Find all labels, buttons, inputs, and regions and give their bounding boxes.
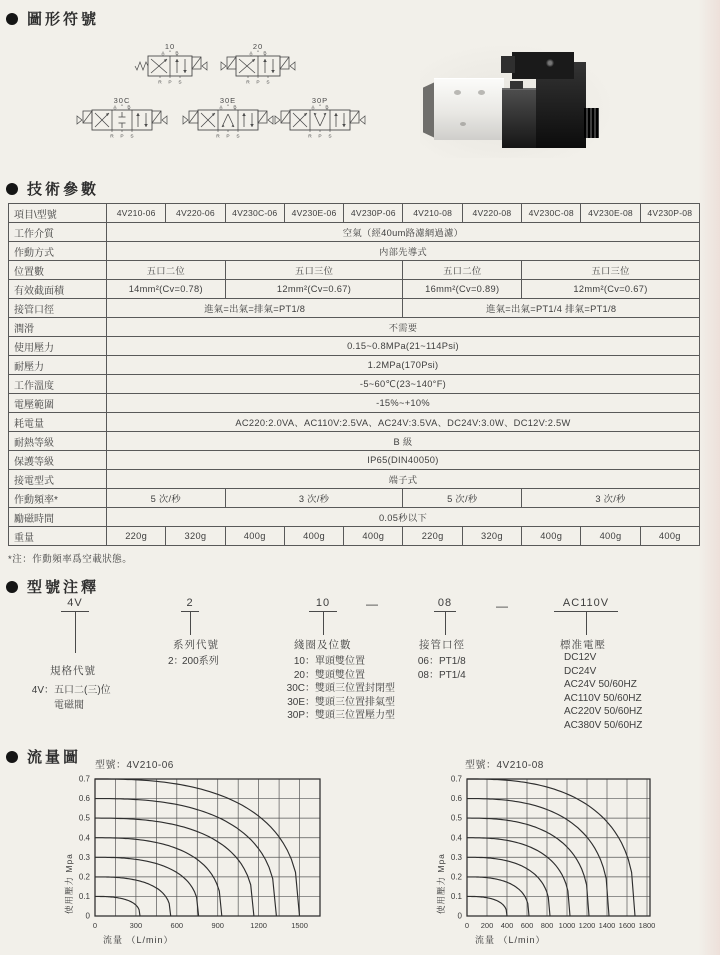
svg-text:30E: 30E: [219, 96, 237, 105]
spec-row-label: 作動頻率*: [9, 489, 107, 508]
spec-value-cell: 5 次/秒: [403, 489, 522, 508]
spec-row-label: 重量: [9, 527, 107, 546]
svg-text:0.2: 0.2: [78, 872, 90, 882]
spec-row-label: 有效截面積: [9, 280, 107, 299]
model-code-segment: 08: [437, 597, 453, 609]
connector-nub: [501, 56, 515, 73]
spec-header-row: [9, 204, 700, 223]
spec-row-label: 耗電量: [9, 413, 107, 432]
spec-model-header: 4V230P-08: [640, 204, 699, 223]
svg-text:R: R: [216, 134, 220, 140]
svg-text:0: 0: [464, 921, 470, 930]
svg-text:1600: 1600: [618, 921, 636, 930]
option-text: 電磁閥: [54, 699, 84, 711]
model-code-option: AC110V 50/60HZ: [564, 692, 642, 704]
spec-row-label: 勵磁時間: [9, 508, 107, 527]
option-text: 單頭雙位置: [315, 656, 365, 667]
model-code-connector: [190, 611, 191, 635]
spec-value-cell: 3 次/秒: [522, 489, 700, 508]
svg-text:S: S: [266, 80, 270, 86]
spec-table: [8, 203, 700, 546]
spec-value-cell: 五口三位: [225, 261, 403, 280]
spec-model-header: 4V210-08: [403, 204, 462, 223]
svg-text:A: A: [249, 51, 253, 57]
option-text: 雙頭三位置封閉型: [315, 683, 395, 694]
cable-connector-ridges: [584, 108, 599, 138]
spec-model-header: 4V210-06: [107, 204, 166, 223]
svg-text:R: R: [246, 80, 250, 86]
svg-text:0.4: 0.4: [78, 833, 90, 843]
valve-port-dot: [460, 122, 466, 126]
valve-symbol-20: [206, 40, 310, 92]
spec-row-label: 作動方式: [9, 242, 107, 261]
svg-text:流量 （L/min）: 流量 （L/min）: [103, 935, 174, 945]
model-code-option: [28, 696, 84, 711]
spec-value-cell: 内部先導式: [107, 242, 700, 261]
section-bullet-icon: [6, 581, 18, 593]
spec-value-cell: B 級: [107, 432, 700, 451]
spec-value-cell: 0.15~0.8MPa(21~114Psi): [107, 337, 700, 356]
svg-text:B: B: [127, 105, 131, 111]
svg-text:P: P: [256, 80, 260, 86]
spec-model-header: 4V230P-06: [344, 204, 403, 223]
svg-text:P: P: [120, 134, 124, 140]
spec-value-cell: 五口三位: [522, 261, 700, 280]
model-code-group-title: 接管口徑: [419, 639, 465, 651]
option-code: 30P：: [287, 710, 315, 721]
svg-text:0.4: 0.4: [450, 833, 462, 843]
spec-row-label: 使用壓力: [9, 337, 107, 356]
section-heading-specs: [6, 178, 99, 199]
model-code-segment: 2: [186, 597, 194, 609]
spec-model-header: 4V230C-06: [225, 204, 284, 223]
section-title-model: 型號注釋: [27, 579, 100, 596]
svg-text:0.6: 0.6: [78, 794, 90, 804]
model-code-connector: [445, 611, 446, 635]
section-title-symbols: 圖形符號: [27, 11, 100, 28]
model-code-dash: —: [366, 597, 378, 611]
spec-row-label: 位置數: [9, 261, 107, 280]
svg-text:P: P: [226, 134, 230, 140]
option-text: 雙頭三位置壓力型: [315, 710, 395, 721]
flow-chart: [412, 756, 670, 955]
svg-text:1500: 1500: [291, 921, 308, 930]
option-text: PT1/8: [439, 656, 466, 667]
model-code-option: AC220V 50/60HZ: [564, 706, 643, 717]
spec-row: [9, 470, 700, 489]
svg-text:B: B: [175, 51, 179, 57]
valve-body: [434, 78, 504, 140]
model-code-group-title: 標准電壓: [560, 639, 606, 651]
svg-text:600: 600: [520, 921, 534, 930]
model-code-segment: 4V: [67, 597, 83, 609]
spec-row: [9, 356, 700, 375]
option-code: 30C：: [286, 683, 315, 694]
spec-value-cell: -15%~+10%: [107, 394, 700, 413]
valve-symbol-30C: [70, 94, 174, 146]
solenoid-top-nub: [510, 81, 523, 89]
spec-row-label: 耐壓力: [9, 356, 107, 375]
connector-screw: [546, 59, 554, 67]
svg-text:B: B: [233, 105, 237, 111]
section-heading-symbols: [6, 8, 99, 29]
flow-chart: [40, 756, 340, 955]
svg-text:200: 200: [480, 921, 494, 930]
svg-text:P: P: [318, 134, 322, 140]
spec-value-cell: AC220:2.0VA、AC110V:2.5VA、AC24V:3.5VA、DC24V:3.0W、DC12V:2.5W: [107, 413, 700, 432]
spec-row: [9, 451, 700, 470]
model-code-group-title: 綫圈及位數: [294, 639, 352, 651]
svg-text:S: S: [328, 134, 332, 140]
spec-value-cell: 12mm²(Cv=0.67): [225, 280, 403, 299]
svg-text:A: A: [161, 51, 165, 57]
svg-text:0.7: 0.7: [78, 774, 90, 784]
spec-row-label: 接電型式: [9, 470, 107, 489]
chart-plot: [412, 773, 670, 955]
svg-text:900: 900: [211, 921, 224, 930]
spec-value-cell: 320g: [166, 527, 225, 546]
spec-model-header: 4V220-06: [166, 204, 225, 223]
model-code-group-title: 系列代號: [173, 639, 219, 651]
option-text: 200系列: [182, 656, 219, 667]
option-code: 4V：: [31, 685, 54, 696]
spec-value-cell: 12mm²(Cv=0.67): [522, 280, 700, 299]
svg-text:A: A: [113, 105, 117, 111]
spec-row-label: 工作溫度: [9, 375, 107, 394]
svg-text:0.3: 0.3: [78, 852, 90, 862]
svg-text:1200: 1200: [578, 921, 596, 930]
spec-value-cell: 空氣（經40um路濾網過濾）: [107, 223, 700, 242]
page-edge-shading: [698, 0, 720, 955]
model-code-connector: [586, 611, 587, 635]
section-title-flow: 流量圖: [27, 749, 82, 766]
spec-row-label: 保護等級: [9, 451, 107, 470]
svg-text:10: 10: [164, 42, 176, 51]
spec-row: [9, 223, 700, 242]
model-code-option: [168, 652, 219, 667]
spec-row: [9, 318, 700, 337]
spec-value-cell: 進氣=出氣=排氣=PT1/8: [107, 299, 403, 318]
spec-value-cell: 400g: [522, 527, 581, 546]
spec-value-cell: 五口二位: [107, 261, 226, 280]
svg-text:S: S: [178, 80, 182, 86]
table-footnote: *注：作動頻率爲空載狀態。: [8, 554, 133, 565]
chart-title: 型號：4V210-06: [95, 760, 174, 771]
spec-model-header: 4V230C-08: [522, 204, 581, 223]
model-code-option: DC12V: [564, 652, 597, 663]
product-photo: [420, 46, 610, 158]
spec-value-cell: IP65(DIN40050): [107, 451, 700, 470]
spec-value-cell: -5~60℃(23~140°F): [107, 375, 700, 394]
valve-symbol-30P: [268, 94, 372, 146]
section-title-specs: 技術參數: [27, 181, 100, 198]
spec-row: [9, 527, 700, 546]
spec-value-cell: 5 次/秒: [107, 489, 226, 508]
svg-text:400: 400: [500, 921, 514, 930]
svg-text:0.1: 0.1: [78, 892, 90, 902]
model-code-option: [28, 681, 111, 696]
spec-model-header: 4V230E-08: [581, 204, 640, 223]
spec-value-cell: 400g: [344, 527, 403, 546]
spec-row-label: 接管口徑: [9, 299, 107, 318]
model-code-option: AC380V 50/60HZ: [564, 719, 643, 731]
svg-text:1400: 1400: [598, 921, 616, 930]
section-heading-model: [6, 576, 99, 597]
spec-model-header: 4V230E-06: [284, 204, 343, 223]
model-code-dash: —: [496, 599, 508, 613]
spec-row-label: 耐熱等級: [9, 432, 107, 451]
spec-value-cell: 不需要: [107, 318, 700, 337]
svg-text:20: 20: [252, 42, 264, 51]
svg-text:0.7: 0.7: [450, 774, 462, 784]
model-code-option: [285, 706, 395, 721]
svg-text:0.6: 0.6: [450, 794, 462, 804]
model-code-option: AC24V 50/60HZ: [564, 679, 637, 690]
solenoid-mid-block: [502, 88, 538, 148]
svg-text:S: S: [236, 134, 240, 140]
svg-text:R: R: [110, 134, 114, 140]
option-code: 2：: [168, 656, 184, 667]
option-text: PT1/4: [439, 669, 466, 681]
spec-value-cell: 1.2MPa(170Psi): [107, 356, 700, 375]
svg-text:30C: 30C: [113, 96, 131, 105]
option-text: 五口二(三)位: [54, 685, 111, 696]
svg-text:0.2: 0.2: [450, 872, 462, 882]
spec-header-label: 項目\型號: [9, 204, 107, 223]
spec-row: [9, 280, 700, 299]
valve-symbol-30E: [176, 94, 280, 146]
section-bullet-icon: [6, 751, 18, 763]
svg-text:B: B: [325, 105, 329, 111]
svg-text:1000: 1000: [558, 921, 576, 930]
spec-value-cell: 16mm²(Cv=0.89): [403, 280, 522, 299]
spec-model-header: 4V220-08: [462, 204, 521, 223]
svg-text:流量 （L/min）: 流量 （L/min）: [475, 935, 546, 945]
spec-value-cell: 220g: [107, 527, 166, 546]
model-code-option: [415, 666, 466, 681]
section-bullet-icon: [6, 13, 18, 25]
model-code-option: DC24V: [564, 665, 597, 677]
spec-value-cell: 320g: [462, 527, 521, 546]
svg-text:使用壓力 Mpa: 使用壓力 Mpa: [64, 853, 74, 914]
option-code: 30E：: [287, 696, 315, 708]
option-code: 08：: [417, 669, 439, 681]
spec-value-cell: 400g: [581, 527, 640, 546]
spec-value-cell: 進氣=出氣=PT1/4 排氣=PT1/8: [403, 299, 700, 318]
svg-text:600: 600: [170, 921, 184, 930]
spec-row: [9, 489, 700, 508]
spec-row: [9, 375, 700, 394]
svg-text:A: A: [311, 105, 315, 111]
spec-row: [9, 508, 700, 527]
spec-row-label: 電壓範圍: [9, 394, 107, 413]
svg-text:S: S: [130, 134, 134, 140]
spec-row: [9, 432, 700, 451]
spec-row: [9, 394, 700, 413]
spec-value-cell: 3 次/秒: [225, 489, 403, 508]
option-code: 06：: [417, 656, 439, 667]
connector-beam: [512, 52, 574, 79]
svg-text:P: P: [168, 80, 172, 86]
spec-value-cell: 14mm²(Cv=0.78): [107, 280, 226, 299]
spec-row-label: 工作介質: [9, 223, 107, 242]
option-text: 雙頭三位置排氣型: [315, 696, 395, 708]
svg-text:B: B: [263, 51, 267, 57]
spec-row: [9, 337, 700, 356]
model-code-segment: 10: [315, 597, 331, 609]
svg-text:300: 300: [129, 921, 143, 930]
spec-row: [9, 242, 700, 261]
spec-value-cell: 0.05秒以下: [107, 508, 700, 527]
svg-text:R: R: [308, 134, 312, 140]
spec-row: [9, 413, 700, 432]
svg-text:0.3: 0.3: [450, 852, 462, 862]
model-code-segment: AC110V: [562, 597, 610, 609]
svg-text:使用壓力 Mpa: 使用壓力 Mpa: [436, 853, 446, 914]
spec-value-cell: 五口二位: [403, 261, 522, 280]
option-code: 10：: [293, 656, 315, 667]
spec-row: [9, 261, 700, 280]
svg-text:1800: 1800: [638, 921, 656, 930]
svg-text:0.1: 0.1: [450, 892, 462, 902]
svg-text:0.5: 0.5: [450, 813, 462, 823]
option-text: 雙頭雙位置: [315, 669, 365, 681]
section-bullet-icon: [6, 183, 18, 195]
valve-port-dot: [454, 90, 461, 95]
svg-text:30P: 30P: [311, 96, 329, 105]
svg-text:0: 0: [92, 921, 98, 930]
svg-text:0: 0: [85, 911, 90, 921]
spec-value-cell: 端子式: [107, 470, 700, 489]
svg-text:A: A: [219, 105, 223, 111]
spec-value-cell: 400g: [640, 527, 699, 546]
valve-port-dot: [478, 90, 485, 95]
spec-value-cell: 400g: [284, 527, 343, 546]
spec-value-cell: 220g: [403, 527, 462, 546]
svg-text:0.5: 0.5: [78, 813, 90, 823]
svg-text:0: 0: [457, 911, 462, 921]
model-code-connector: [323, 611, 324, 635]
svg-text:R: R: [158, 80, 162, 86]
spec-value-cell: 400g: [225, 527, 284, 546]
model-code-group-title: 規格代號: [50, 665, 96, 677]
svg-text:1200: 1200: [250, 921, 267, 930]
spec-row: [9, 299, 700, 318]
chart-plot: [40, 773, 340, 955]
option-code: 20：: [293, 669, 315, 681]
chart-title: 型號：4V210-08: [465, 760, 544, 771]
spec-row-label: 潤滑: [9, 318, 107, 337]
model-code-connector: [75, 611, 76, 653]
svg-text:800: 800: [540, 921, 554, 930]
